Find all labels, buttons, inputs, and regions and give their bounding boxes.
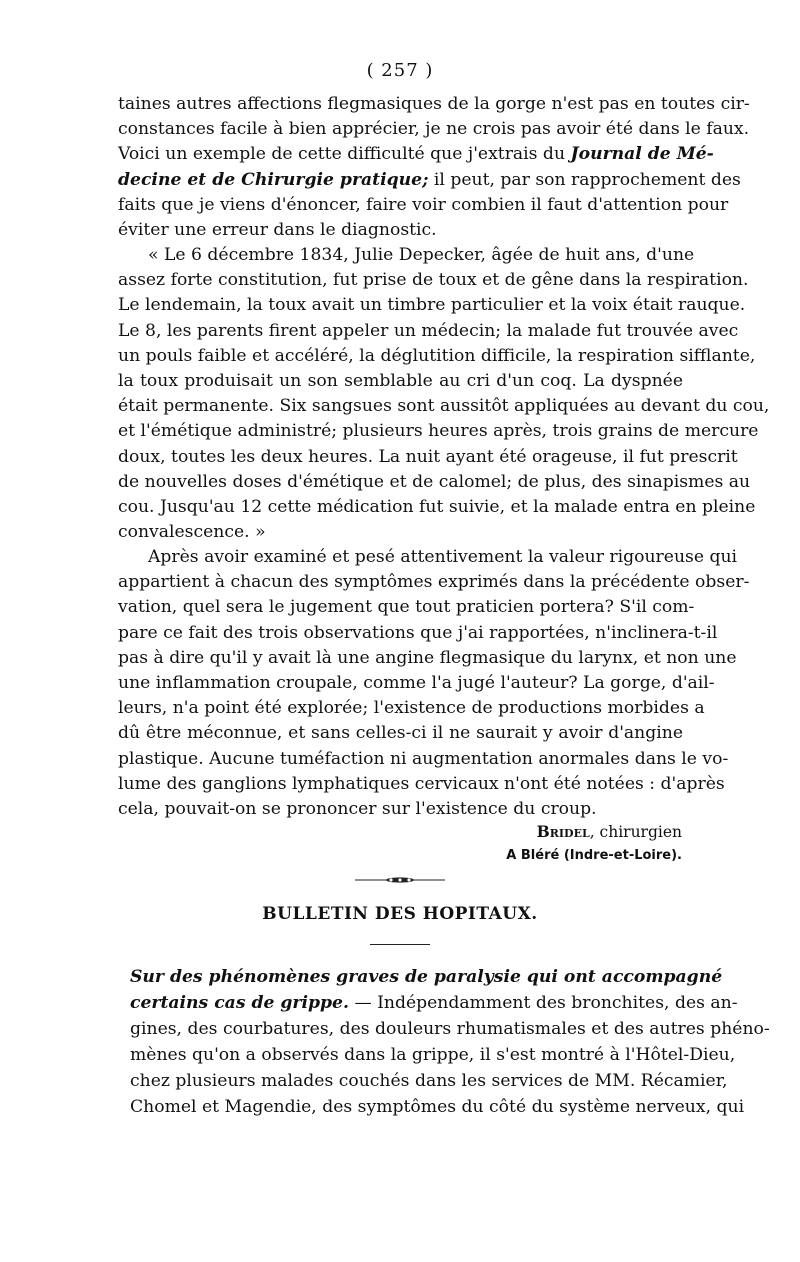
section-title: BULLETIN DES HOPITAUX. — [262, 904, 538, 924]
article-heading-text: Sur des phénomènes graves de paralysie qui ont accompagné — [130, 967, 723, 987]
article-heading-text: certains cas de grippe. — [130, 993, 349, 1013]
page-number: ( 257 ) — [366, 60, 434, 81]
text-line: cela, pouvait-on se prononcer sur l'existence du croup. — [118, 798, 597, 819]
text-line — [118, 168, 741, 193]
article-paralysis-grippe — [130, 964, 770, 1120]
author-signature — [506, 820, 682, 868]
text-line — [118, 142, 714, 167]
signature-line — [506, 820, 682, 844]
text-line: Le 8, les parents firent appeler un médecin; la malade fut trouvée avec — [118, 320, 739, 341]
title-rule — [370, 944, 430, 945]
text-line: mènes qu'on a observés dans la grippe, il s'est montré à l'Hôtel-Dieu, — [130, 1045, 736, 1065]
text-line: doux, toutes les deux heures. La nuit ayant été orageuse, il fut prescrit — [118, 446, 738, 467]
text-line: assez forte constitution, fut prise de toux et de gêne dans la respiration. — [118, 270, 749, 291]
text-line: « Le 6 décembre 1834, Julie Depecker, âgée de huit ans, d'une — [148, 245, 695, 265]
text-line: Le lendemain, la toux avait un timbre particulier et la voix était rauque. — [118, 295, 746, 316]
text-line: taines autres affections flegmasiques de la gorge n'est pas en toutes cir- — [118, 94, 750, 114]
text-line: leurs, n'a point été explorée; l'existence de productions morbides a — [118, 698, 705, 719]
text-line: pas à dire qu'il y avait là une angine flegmasique du larynx, et non une — [118, 647, 737, 668]
text-line: gines, des courbatures, des douleurs rhumatismales et des autres phéno- — [130, 1019, 770, 1039]
text-line: était permanente. Six sangsues sont aussitôt appliquées au devant du cou, — [118, 396, 770, 417]
text-line: de nouvelles doses d'émétique et de calomel; de plus, des sinapismes au — [118, 471, 751, 492]
text-line — [130, 990, 738, 1016]
text-line: Chomel et Magendie, des symptômes du côté du système nerveux, qui — [130, 1097, 745, 1117]
text-fragment: — Indépendamment des bronchites, des an- — [348, 993, 738, 1013]
ornament-divider-icon — [355, 876, 445, 884]
text-fragment: Voici un exemple de cette difficulté que j'extrais du — [118, 144, 571, 165]
commentary-paragraph — [118, 545, 750, 822]
journal-title: Journal de Mé- — [570, 144, 714, 165]
text-line: vation, quel sera le jugement que tout praticien portera? S'il com- — [118, 597, 695, 618]
text-line: cou. Jusqu'au 12 cette médication fut suivie, et la malade entra en pleine — [118, 496, 756, 517]
text-line: une inflammation croupale, comme l'a jugé l'auteur? La gorge, d'ail- — [118, 672, 715, 693]
text-line: dû être méconnue, et sans celles-ci il ne saurait y avoir d'angine — [118, 723, 683, 744]
text-line: pare ce fait des trois observations que j'ai rapportées, n'inclinera-t-il — [118, 622, 718, 643]
text-fragment: il peut, par son rapprochement des — [428, 169, 741, 190]
text-line: plastique. Aucune tuméfaction ni augmentation anormales dans le vo- — [118, 748, 729, 769]
text-line: et l'émétique administré; plusieurs heures après, trois grains de mercure — [118, 421, 759, 442]
text-line: lume des ganglions lymphatiques cervicaux n'ont été notées : d'après — [118, 773, 725, 794]
text-line: constances facile à bien apprécier, je ne crois pas avoir été dans le faux. — [118, 119, 750, 140]
text-line: faits que je viens d'énoncer, faire voir combien il faut d'attention pour — [118, 194, 729, 215]
text-line: appartient à chacun des symptômes exprimés dans la précédente obser- — [118, 572, 750, 593]
article-heading — [130, 964, 723, 990]
text-line: chez plusieurs malades couchés dans les services de MM. Récamier, — [130, 1071, 728, 1091]
text-line: convalescence. » — [118, 522, 266, 543]
text-line: éviter une erreur dans le diagnostic. — [118, 219, 437, 240]
case-quotation — [118, 243, 770, 545]
journal-title-continued: decine et de Chirurgie pratique; — [118, 169, 429, 190]
text-line: la toux produisait un son semblable au cri d'un coq. La dyspnée — [118, 370, 683, 391]
author-location: A Bléré (Indre-et-Loire). — [506, 848, 682, 863]
text-line: un pouls faible et accéléré, la déglutition difficile, la respiration sifflante, — [118, 345, 756, 366]
author-name: Bridel — [536, 822, 590, 841]
author-title: , chirurgien — [589, 823, 682, 841]
paragraph-continuation — [118, 92, 750, 243]
text-line: Après avoir examiné et pesé attentivement la valeur rigoureuse qui — [148, 547, 738, 567]
